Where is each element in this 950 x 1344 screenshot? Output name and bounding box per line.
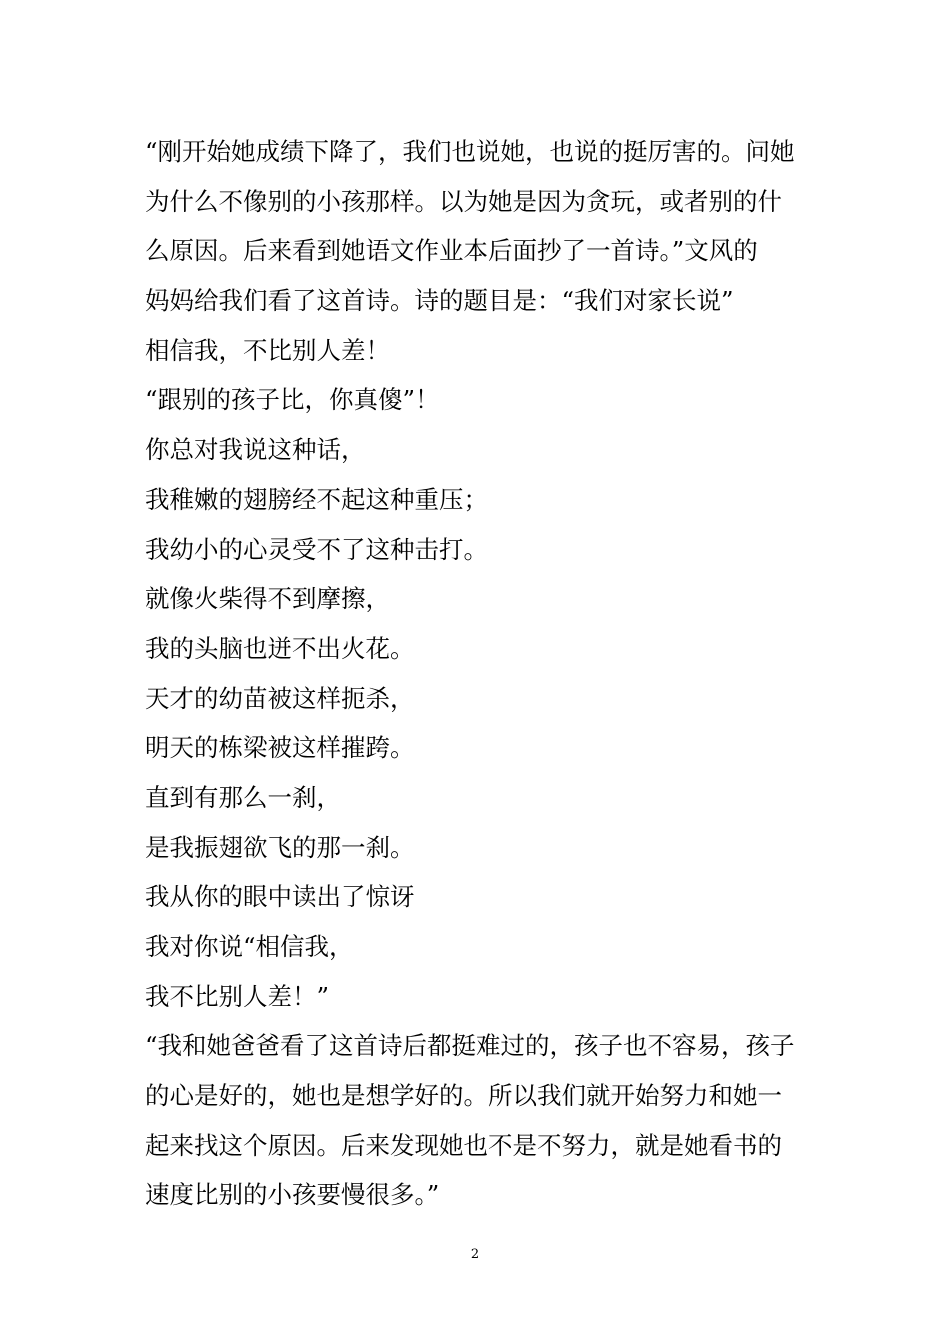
- text-line: 速度比别的小孩要慢很多。”: [145, 1180, 440, 1210]
- text-line: 为什么不像别的小孩那样。以为她是因为贪玩，或者别的什: [145, 186, 782, 216]
- poem-line: 就像火柴得不到摩擦，: [145, 584, 390, 614]
- poem-line: 我从你的眼中读出了惊讶: [145, 882, 415, 912]
- poem-line: 是我振翅欲飞的那一刹。: [145, 832, 415, 862]
- text-line: 起来找这个原因。后来发现她也不是不努力，就是她看书的: [145, 1130, 782, 1160]
- poem-line: 天才的幼苗被这样扼杀，: [145, 683, 415, 713]
- text-line: 的心是好的，她也是想学好的。所以我们就开始努力和她一: [145, 1081, 782, 1111]
- poem-line: 直到有那么一刹，: [145, 782, 341, 812]
- poem-line: 你总对我说这种话，: [145, 435, 366, 465]
- poem-title-line: 相信我，不比别人差！: [145, 335, 390, 365]
- poem-line: 我不比别人差！”: [145, 981, 330, 1011]
- poem-line: 我的头脑也迸不出火花。: [145, 633, 415, 663]
- poem-line: 我稚嫩的翅膀经不起这种重压；: [145, 484, 488, 514]
- poem-line: “跟别的孩子比，你真傻”！: [145, 385, 440, 415]
- page-number: 2: [470, 1247, 480, 1262]
- body-text: [145, 127, 810, 1220]
- text-line: 妈妈给我们看了这首诗。诗的题目是：“我们对家长说”: [145, 286, 734, 316]
- poem-line: 我对你说“相信我，: [145, 932, 354, 961]
- text-line: 么原因。后来看到她语文作业本后面抄了一首诗。”文风的: [145, 236, 758, 266]
- poem-line: 明天的栋梁被这样摧跨。: [145, 733, 415, 763]
- text-line: “我和她爸爸看了这首诗后都挺难过的，孩子也不容易，孩子: [145, 1031, 795, 1061]
- text-line: “刚开始她成绩下降了，我们也说她，也说的挺厉害的。问她: [145, 137, 795, 166]
- poem-line: 我幼小的心灵受不了这种击打。: [145, 534, 488, 564]
